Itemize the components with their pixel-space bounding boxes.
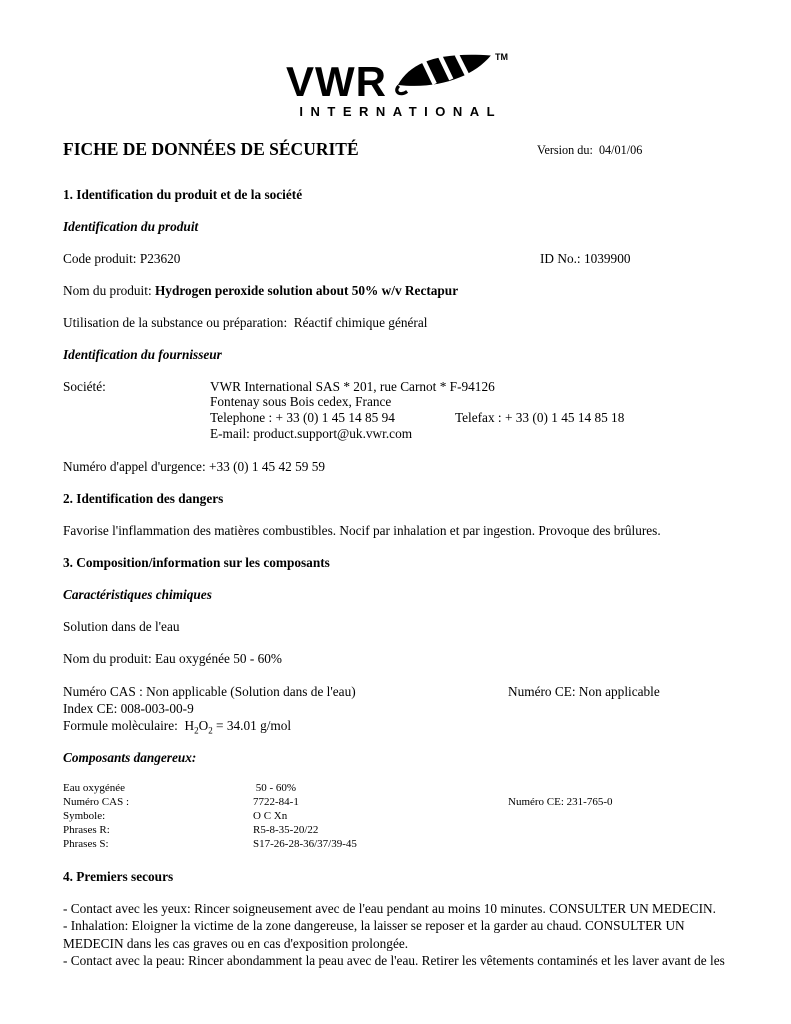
vwr-logo-subtitle: INTERNATIONAL [299, 104, 503, 119]
chemical-characteristics-heading: Caractéristiques chimiques [63, 586, 212, 602]
index-ce: Index CE: 008-003-00-9 [63, 700, 194, 716]
section4-heading: 4. Premiers secours [63, 868, 174, 884]
ce-number: Numéro CE: Non applicable [508, 683, 660, 699]
component-ce-number: Numéro CE: 231-765-0 [508, 795, 613, 808]
component-rphrases-value: R5-8-35-20/22 [253, 823, 319, 836]
cas-number: Numéro CAS : Non applicable (Solution dans de l'eau) [63, 683, 356, 699]
address-line2: Fontenay sous Bois cedex, France [210, 394, 392, 410]
component-concentration: 50 - 60% [253, 781, 297, 794]
component-symbol-value: O C Xn [253, 809, 288, 822]
phone-number: Telephone : + 33 (0) 1 45 14 85 94 [210, 409, 395, 425]
solution-text: Solution dans de l'eau [63, 618, 180, 634]
formula [184, 717, 292, 736]
supplier-block [63, 379, 731, 442]
supplier-identification-heading: Identification du fournisseur [63, 346, 222, 362]
cas-block [63, 683, 731, 734]
section3-heading: 3. Composition/information sur les composants [63, 555, 330, 571]
section1-heading: 1. Identification du produit et de la société [63, 187, 303, 202]
usage-row: Utilisation de la substance ou préparation: Réactif chimique général [63, 314, 428, 330]
formula-h: H [184, 717, 195, 733]
hazardous-components-table [63, 782, 731, 852]
product-code: Code produit: P23620 [63, 250, 181, 266]
vwr-logo [63, 50, 731, 119]
component-row [63, 824, 731, 838]
page-title: FICHE DE DONNÉES DE SÉCURITÉ [63, 139, 359, 159]
first-aid-block [63, 900, 731, 968]
section2-heading: 2. Identification des dangers [63, 491, 224, 507]
component-row [63, 810, 731, 824]
component-name-label: Eau oxygénée [63, 781, 125, 794]
id-number: ID No.: 1039900 [540, 250, 631, 266]
vwr-leaf-icon [391, 50, 495, 100]
emergency-number: Numéro d'appel d'urgence: +33 (0) 1 45 42 59 59 [63, 459, 326, 475]
component-sphrases-label: Phrases S: [63, 837, 109, 850]
component-row [63, 796, 731, 810]
email-address: E-mail: product.support@uk.vwr.com [210, 425, 413, 441]
trademark-symbol: TM [495, 52, 508, 62]
product-identification-heading: Identification du produit [63, 218, 199, 234]
supplier-address [210, 379, 624, 442]
first-aid-eyes: - Contact avec les yeux: Rincer soigneusement avec de l'eau pendant au moins 10 minutes. CONSULTER UN MEDECIN. [63, 901, 716, 917]
hazard-statement: Favorise l'inflammation des matières combustibles. Nocif par inhalation et par ingestion. Provoque des brûlures. [63, 523, 661, 539]
cas-row [63, 683, 731, 700]
product-code-row [63, 251, 731, 266]
formula-rest: = 34.01 g/mol [212, 717, 292, 733]
component-cas-value: 7722-84-1 [253, 795, 299, 808]
component-cas-label: Numéro CAS : [63, 795, 129, 808]
company-label: Société: [63, 378, 106, 394]
component-rphrases-label: Phrases R: [63, 823, 110, 836]
formula-o: O [198, 717, 209, 733]
formula-label: Formule molèculaire: [63, 717, 185, 733]
vwr-logo-text: VWR [286, 58, 387, 106]
product-name-label: Nom du produit: [63, 282, 155, 298]
version-date: Version du: 04/01/06 [537, 143, 643, 157]
component-row [63, 782, 731, 796]
component-symbol-label: Symbole: [63, 809, 106, 822]
dangerous-components-heading: Composants dangereux: [63, 749, 197, 765]
formula-sub1: 2 [194, 725, 199, 736]
product-name: Hydrogen peroxide solution about 50% w/v Rectapur [154, 282, 459, 298]
first-aid-inhalation: - Inhalation: Eloigner la victime de la zone dangereuse, la laisser se reposer et la garder au chaud. CONSULTER UN MEDECIN dans les cas graves ou en cas d'exposition prolongée. [63, 918, 688, 951]
component-row [63, 838, 731, 852]
address-line1: VWR International SAS * 201, rue Carnot * F-94126 [210, 378, 495, 394]
formula-sub2: 2 [208, 725, 213, 736]
fax-number: Telefax : + 33 (0) 1 45 14 85 18 [454, 409, 625, 425]
component-sphrases-value: S17-26-28-36/37/39-45 [253, 837, 357, 850]
product-name-row [63, 283, 731, 298]
molecular-formula-row [63, 717, 731, 734]
chemical-product-name: Nom du produit: Eau oxygénée 50 - 60% [63, 650, 282, 666]
document-header [63, 139, 731, 160]
first-aid-skin: - Contact avec la peau: Rincer abondamment la peau avec de l'eau. Retirer les vêtements contaminés et les laver avant de les [63, 952, 725, 968]
